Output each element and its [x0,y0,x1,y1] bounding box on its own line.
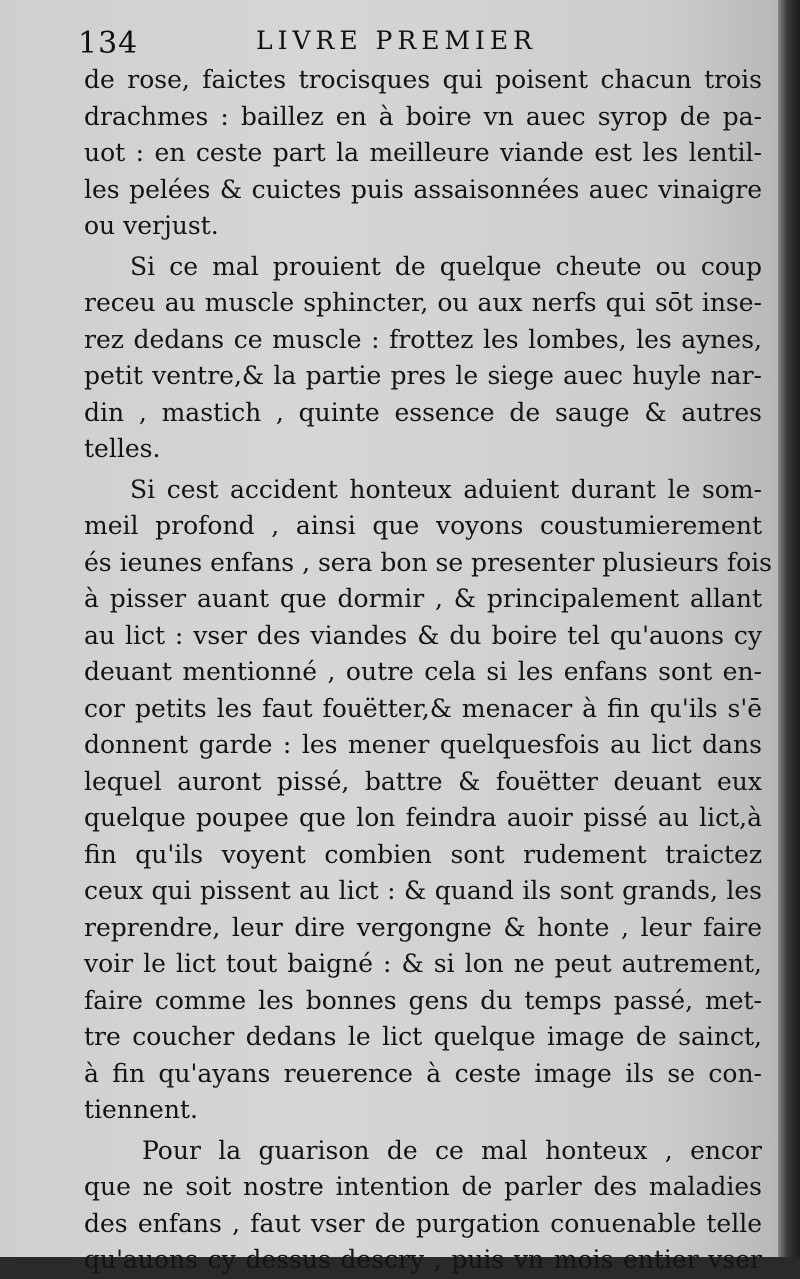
text-line: les pelées & cuictes puis assaisonnées auec vinaigre [84,174,762,204]
text-line: de rose, faictes trocisques qui poisent chacun trois [84,65,762,94]
text-line: telles. [84,434,161,463]
body-text [84,62,772,1279]
text-line: à pisser auant que dormir , & principalement allant [84,584,762,613]
text-line: voir le lict tout baigné : & si lon ne peut autrement, [84,949,762,978]
text-line: és ieunes enfans , sera bon se presenter plusieurs fois [84,547,772,577]
text-line: uot : en ceste part la meilleure viande est les lentil- [84,138,762,167]
text-line: cor petits les faut fouëtter,& menacer à fin qu'ils s'ē [84,693,762,723]
page-gutter-shadow [778,0,800,1257]
paragraph-first-line: Si cest accident honteux aduient durant le som- [130,474,762,504]
text-line: receu au muscle sphincter, ou aux nerfs qui sōt inse- [84,288,762,317]
page-number: 134 [78,26,139,61]
text-line: deuant mentionné , outre cela si les enfans sont en- [84,657,762,686]
text-line: que ne soit nostre intention de parler des maladies [84,1172,762,1201]
text-line: petit ventre,& la partie pres le siege auec huyle nar- [84,361,762,390]
page-header [78,22,758,62]
paragraph-first-line: Si ce mal prouient de quelque cheute ou coup [130,251,762,281]
paragraph-first-line: Pour la guarison de ce mal honteux , encor [142,1135,762,1165]
text-line: tre coucher dedans le lict quelque image de sainct, [84,1022,762,1051]
text-line: des enfans , faut vser de purgation conuenable telle [84,1208,762,1238]
text-line: meil profond , ainsi que voyons coustumierement [84,511,762,540]
text-line: tiennent. [84,1095,198,1124]
text-line: au lict : vser des viandes & du boire tel qu'auons cy [84,620,762,650]
text-line: lequel auront pissé, battre & fouëtter deuant eux [84,766,762,796]
text-line: donnent garde : les mener quelquesfois au lict dans [84,730,762,759]
running-title: LIVRE PREMIER [256,26,537,55]
text-line: ceux qui pissent au lict : & quand ils sont grands, les [84,876,762,905]
text-line: fin qu'ils voyent combien sont rudement traictez [84,839,762,869]
text-line: à fin qu'ayans reuerence à ceste image ils se con- [84,1058,762,1088]
text-line: drachmes : baillez en à boire vn auec syrop de pa- [84,101,762,131]
text-line: quelque poupee que lon feindra auoir pissé au lict,à [84,803,762,832]
text-line: rez dedans ce muscle : frottez les lombes, les aynes, [84,324,762,354]
text-line: faire comme les bonnes gens du temps passé, met- [84,985,762,1015]
text-line: din , mastich , quinte essence de sauge & autres [84,397,762,427]
text-line: qu'auons cy dessus descry , puis vn mois entier vser [84,1245,762,1274]
text-line: ou verjust. [84,211,219,240]
text-line: reprendre, leur dire vergongne & honte , leur faire [84,912,762,942]
